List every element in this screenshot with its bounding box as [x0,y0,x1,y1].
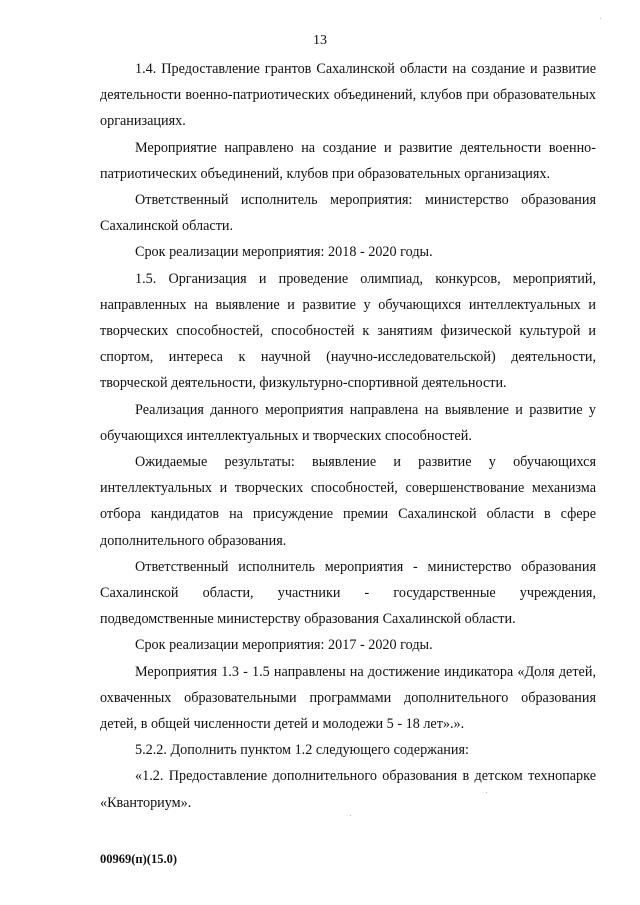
document-code: 00969(п)(15.0) [100,852,177,866]
paragraph-5-2-2: 5.2.2. Дополнить пунктом 1.2 следующего содержания: [135,742,469,759]
paragraph-1-5-responsible: Ответственный исполнитель мероприятия - министерство образования Сахалинской области, участники - государственные учреждения, подведомственные министерству образования Сахалинской области. [100,558,596,628]
paragraph-1-5-purpose: Реализация данного мероприятия направлена на выявление и развитие у обучающихся интеллектуальных и творческих способностей. [100,401,596,444]
paragraph-1-2-quote: «1.2. Предоставление дополнительного образования в детском технопарке «Кванториум». [100,768,596,811]
paragraph-1-4-purpose: Мероприятие направлено на создание и развитие деятельности военно-патриотических объединений, клубов при образовательных организациях. [100,139,596,182]
paragraph-1-5-title: 1.5. Организация и проведение олимпиад, конкурсов, мероприятий, направленных на выявление и развитие у обучающихся интеллектуальных и творческих способностей, способностей к занятиям физической культурой и спортом, интереса к научной (научно-исследовательской) деятельности, творческой деятельности, физкультурно-спортивной деятельности. [100,270,596,392]
scan-speck [350,815,351,816]
paragraph-1-4-responsible: Ответственный исполнитель мероприятия: министерство образования Сахалинской области. [100,192,596,235]
document-body [100,56,596,816]
paragraph-1-5-term: Срок реализации мероприятия: 2017 - 2020 годы. [135,637,433,654]
paragraph-1-5-expected-results: Ожидаемые результаты: выявление и развитие у обучающихся интеллектуальных и творческих способностей, совершенствование механизма отбора кандидатов на присуждение премии Сахалинской области в сфере дополнительного образования. [100,454,596,549]
scan-speck [600,18,601,19]
paragraph-1-4-title: 1.4. Предоставление грантов Сахалинской области на создание и развитие деятельности военно-патриотических объединений, клубов при образовательных организациях. [100,61,596,130]
page-number: 13 [313,33,327,48]
scan-speck [486,792,487,793]
paragraph-indicator: Мероприятия 1.3 - 1.5 направлены на достижение индикатора «Доля детей, охваченных образовательными программами дополнительного образования детей, в общей численности детей и молодежи 5 - 18 лет».». [100,663,596,733]
paragraph-1-4-term: Срок реализации мероприятия: 2018 - 2020 годы. [135,244,433,261]
